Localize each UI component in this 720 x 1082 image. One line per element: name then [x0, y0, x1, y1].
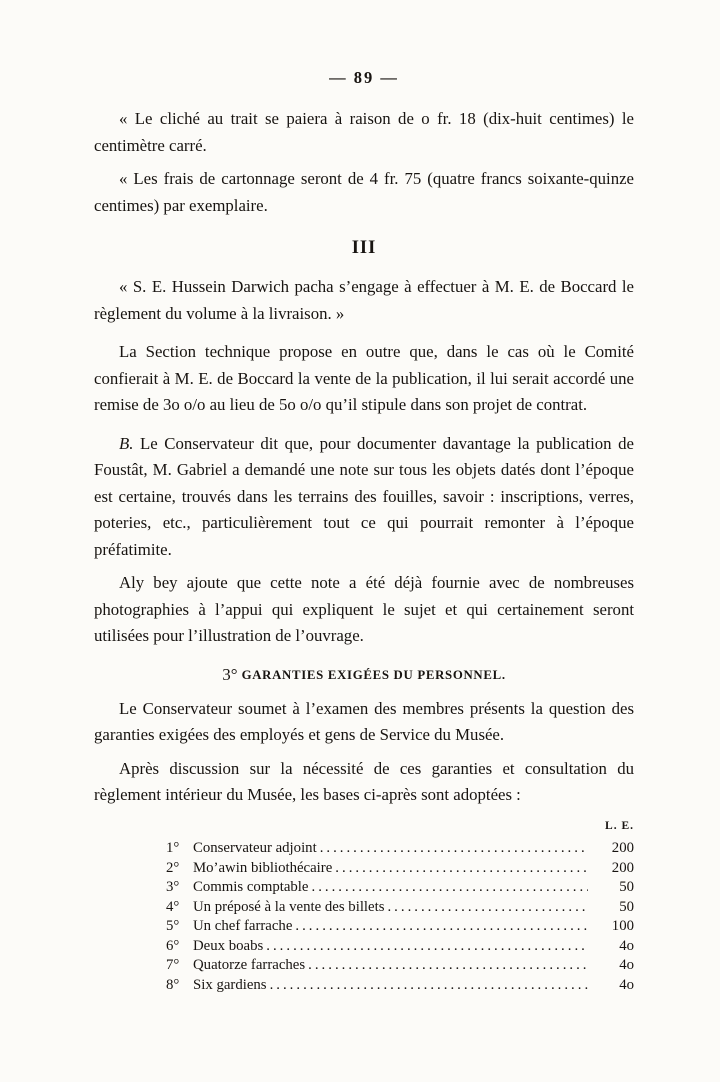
subheading-garanties: [94, 665, 634, 685]
row-label: Mo’awin bibliothécaire: [193, 859, 333, 876]
leader-dots: [267, 976, 588, 996]
row-value: 4o: [619, 937, 634, 954]
paragraph-aly-bey: Aly bey ajoute que cette note a été déjà fournie avec de nombreuses photographies à l’appui qui expliquent le sujet et qui certainement seront utilisées pour l’illustration de l’ouvrage.: [94, 573, 634, 645]
row-value: 50: [619, 879, 634, 895]
row-value: 200: [611, 859, 634, 876]
table-row: [166, 839, 634, 859]
paragraph-cartonnage-cost: « Les frais de cartonnage seront de 4 fr. 75 (quatre francs soixante-quinze centimes) par exemplaire.: [94, 169, 634, 215]
row-value: 200: [611, 840, 634, 856]
leader-dots: [384, 898, 588, 918]
row-label: Six gardiens: [193, 976, 267, 993]
row-label: Deux boabs: [193, 937, 264, 954]
guarantee-table: [166, 817, 634, 996]
leader-dots: [292, 917, 588, 937]
leader-dots: [317, 839, 588, 859]
row-number: 2°: [166, 859, 180, 876]
row-label: Un préposé à la vente des billets: [193, 898, 385, 915]
subheading-title: GARANTIES EXIGÉES DU PERSONNEL.: [241, 667, 506, 682]
table-row: [166, 976, 634, 996]
row-number: 3°: [166, 879, 180, 895]
row-number: 1°: [166, 840, 180, 856]
paragraph-lead-initial: B.: [119, 433, 134, 453]
row-number: 7°: [166, 957, 180, 973]
table-row: [166, 937, 634, 957]
row-label: Commis comptable: [193, 879, 309, 895]
paragraph-garanties-question: Le Conservateur soumet à l’examen des membres présents la question des garanties exigées des employés et gens de Service du Musée.: [94, 698, 634, 744]
leader-dots: [305, 956, 588, 976]
table-row: [166, 898, 634, 918]
row-number: 8°: [166, 976, 180, 993]
page-number: — 89 —: [329, 68, 399, 87]
row-label: Quatorze farraches: [193, 957, 306, 973]
section-heading-iii: III: [351, 238, 377, 258]
table-row: [166, 859, 634, 879]
paragraph-conservateur-note: [94, 431, 634, 564]
subheading-number: 3°: [222, 664, 238, 684]
row-value: 4o: [619, 976, 634, 993]
paragraph-conservateur-body: Le Conservateur dit que, pour documenter davantage la publication de Foustât, M. Gabriel a demandé une note sur tous les objets datés dont l’époque est certaine, trouvés dans les terrains des fouilles, savoir : inscriptions, verres, poteries, etc., particulièrement tout ce qui pourrait remonter à l’époque préfatimite.: [94, 433, 634, 559]
table-row: [166, 956, 634, 976]
row-value: 100: [611, 918, 634, 934]
leader-dots: [309, 878, 589, 898]
row-value: 50: [619, 898, 634, 915]
row-label: Un chef farrache: [193, 918, 293, 934]
paragraph-cliche-tariff: « Le cliché au trait se paiera à raison de o fr. 18 (dix-huit centimes) le centimètre carré.: [94, 109, 634, 155]
paragraph-bases-adoptees: Après discussion sur la nécessité de ces garanties et consultation du règlement intérieur du Musée, les bases ci-après sont adoptées :: [94, 758, 634, 804]
row-label: Conservateur adjoint: [193, 840, 317, 856]
row-value: 4o: [619, 957, 634, 973]
paragraph-section-technique: La Section technique propose en outre que, dans le cas où le Comité confierait à M. E. de Boccard la vente de la publication, il lui serait accordé une remise de 3o o/o au lieu de 5o o/o qu’il stipule dans son projet de contrat.: [94, 342, 634, 414]
leader-dots: [332, 859, 588, 879]
paragraph-darwich-engagement: « S. E. Hussein Darwich pacha s’engage à effectuer à M. E. de Boccard le règlement du volume à la livraison. »: [94, 277, 634, 323]
leader-dots: [263, 937, 588, 957]
row-number: 5°: [166, 918, 180, 934]
row-number: 4°: [166, 898, 180, 915]
table-row: [166, 917, 634, 937]
table-row: [166, 878, 634, 898]
row-number: 6°: [166, 937, 180, 954]
currency-header: L. E.: [605, 819, 634, 832]
